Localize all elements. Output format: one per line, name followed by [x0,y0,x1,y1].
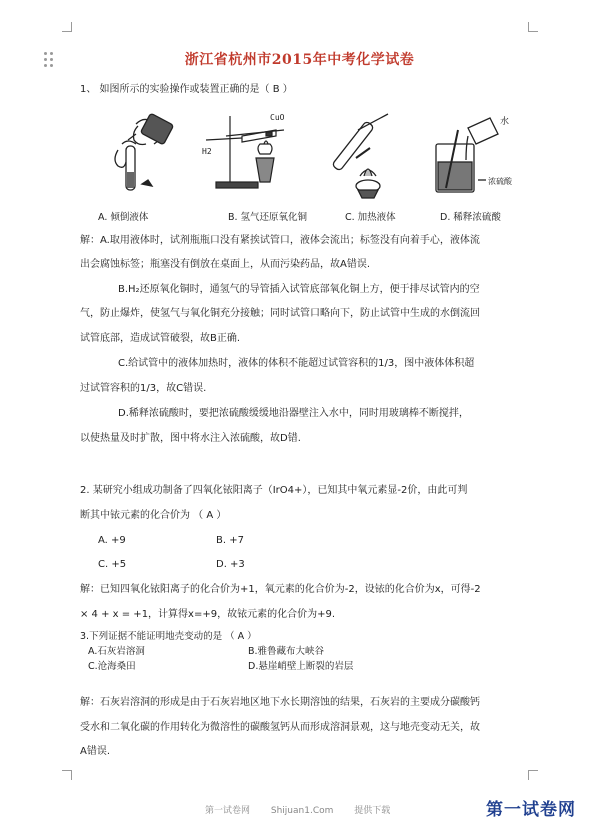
q3-option-a: A.石灰岩溶洞 [88,646,145,657]
q1-explanation-line: D.稀释浓硫酸时，要把浓硫酸缓缓地沿器壁注入水中，同时用玻璃棒不断搅拌， [118,408,469,419]
margin-corner-top-left [62,22,72,32]
q3-option-c: C.沧海桑田 [88,661,136,672]
q1-figures [98,110,528,206]
q1-option-c: C. 加热液体 [345,212,396,223]
margin-corner-bottom-right [528,770,538,780]
footer-left: 第一试卷网 [205,806,251,816]
q3-explanation-line: A错误. [80,746,111,757]
q3-explanation-line: 解：石灰岩溶洞的形成是由于石灰岩地区地下水长期溶蚀的结果，石灰岩的主要成分碳酸钙 [80,697,480,708]
site-logo[interactable]: 第一试卷网 [486,800,576,820]
q3-option-b: B.雅鲁藏布大峡谷 [248,646,325,657]
q2-explanation-line: 解：已知四氧化铱阳离子的化合价为+1，氧元素的化合价为-2，设铱的化合价为x，可得-2 [80,584,481,595]
q1-option-a: A. 倾倒液体 [98,212,149,223]
water-label: 水 [500,117,510,127]
q2-stem: 断其中铱元素的化合价为 （ A ） [80,510,227,521]
q1-explanation-line: B.H₂还原氧化铜时，通氢气的导管插入试管底部氧化铜上方，便于排尽试管内的空 [118,284,480,295]
margin-corner-top-right [528,22,538,32]
acid-label: 浓硫酸 [488,177,512,186]
page-title: 浙江省杭州市2015年中考化学试卷 [184,52,415,68]
q1-explanation-line: 试管底部，造成试管破裂，故B正确. [80,333,241,344]
q1-option-d: D. 稀释浓硫酸 [440,212,501,223]
q1-option-b: B. 氢气还原氧化铜 [228,212,308,223]
q2-option-b: B. +7 [216,535,244,546]
diluting-acid-figure [428,110,528,206]
footer-mid: Shijuan1.Com [270,806,334,816]
page-footer [205,803,408,816]
margin-corner-bottom-left [62,770,72,780]
h2-label: H2 [202,147,212,156]
q3-stem: 3.下列证据不能证明地壳变动的是 （ A ） [80,631,257,642]
q1-explanation-line: 气，防止爆炸，使氢气与氧化铜充分接触；同时试管口略向下，防止试管中生成的水倒流回 [80,308,480,319]
q1-explanation-line: C.给试管中的液体加热时，液体的体积不能超过试管容积的1/3，图中液体体积超 [118,358,475,369]
heating-liquid-figure [326,110,406,206]
pouring-liquid-figure [98,110,178,206]
q1-explanation-line: 出会腐蚀标签；瓶塞没有倒放在桌面上，从而污染药品，故A错误. [80,259,371,270]
hydrogen-reduction-figure [198,110,298,206]
q2-option-a: A. +9 [98,535,126,546]
q3-option-d: D.悬崖峭壁上断裂的岩层 [248,661,354,672]
cuo-label: CuO [270,113,285,122]
q2-option-d: D. +3 [216,559,245,570]
footer-right: 提供下载 [354,806,391,816]
q3-explanation-line: 受水和二氧化碳的作用转化为微溶性的碳酸氢钙从而形成溶洞景观，这与地壳变动无关，故 [80,722,480,733]
q2-stem: 2. 某研究小组成功制备了四氧化铱阳离子（IrO4+），已知其中氧元素显-2价，由此可判 [80,485,468,496]
q1-stem: 1、 如图所示的实验操作或装置正确的是（ B ） [80,84,293,95]
q1-explanation-line: 以使热量及时扩散，图中将水注入浓硫酸，故D错. [80,433,301,444]
q1-explanation-line: 解：A.取用液体时，试剂瓶瓶口没有紧挨试管口，液体会流出；标签没有向着手心，液体流 [80,235,480,246]
q2-explanation-line: × 4 + x = +1，计算得x=+9，故铱元素的化合价为+9. [80,609,336,620]
q1-explanation-line: 过试管容积的1/3，故C错误. [80,383,207,394]
q2-option-c: C. +5 [98,559,127,570]
